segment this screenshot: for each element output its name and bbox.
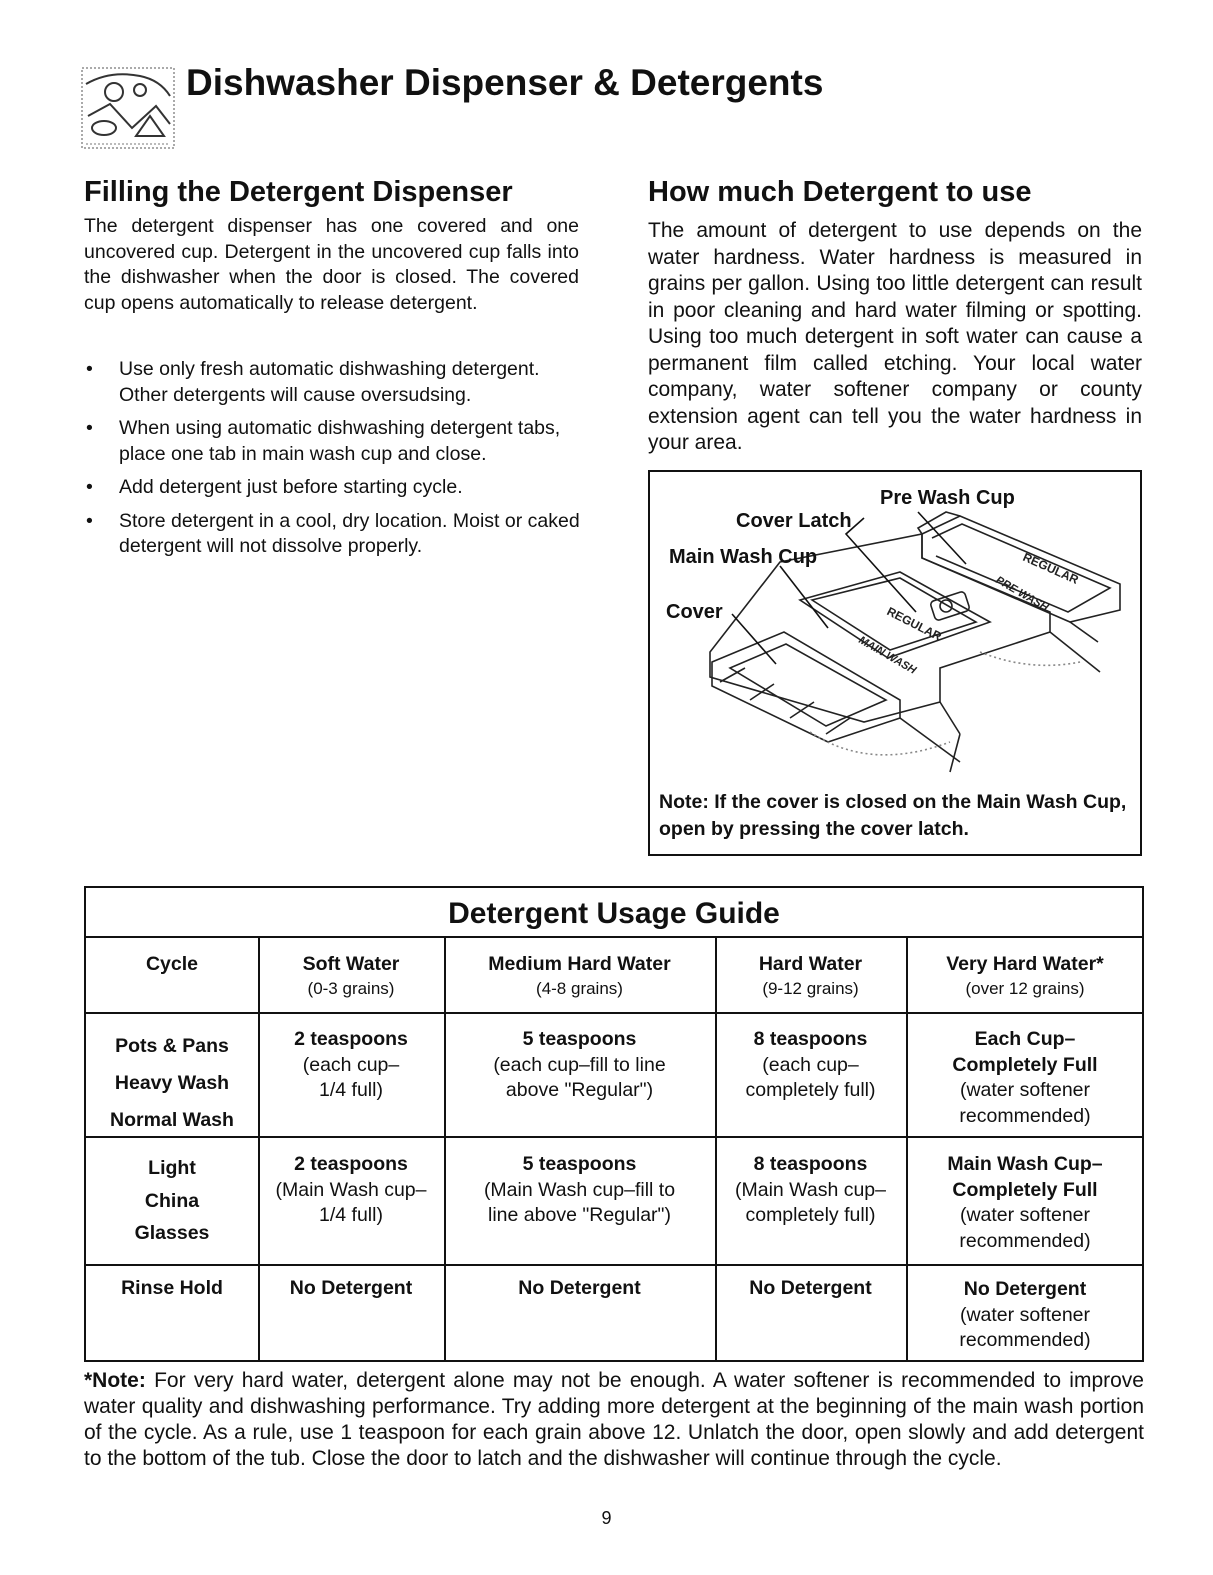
table-cell [444,1276,715,1302]
main-wash-regular-marking: REGULAR [884,604,944,644]
detergent-note: (water softener recommended) [959,1079,1091,1127]
table-cell [444,1152,715,1229]
bullet-icon: • [86,358,93,380]
row-divider [86,1264,1142,1266]
cycle-name: Glasses [134,1222,210,1244]
cover-label: Cover [666,601,723,623]
detergent-amount: No Detergent [289,1277,413,1299]
table-cell [906,1027,1144,1129]
cover-leader [732,614,776,664]
cycle-name: Heavy Wash [114,1072,230,1094]
detergent-usage-guide-table [84,886,1144,1362]
bullet-text: Add detergent just before starting cycle. [119,476,463,498]
detergent-note: (each cup– 1/4 full) [302,1053,400,1101]
bullet-text: When using automatic dishwashing detergent tabs, place one tab in main wash cup and close. [119,417,561,465]
detergent-amount: 5 teaspoons [522,1153,637,1175]
dispenser-illustration [650,472,1140,782]
footnote-text: For very hard water, detergent alone may not be enough. A water softener is recommended to improve water quality and dishwashing performance. Try adding more detergent at the beginning of the main wash portion of the cycle. As a rule, use 1 teaspoon for each grain above 12. Unlatch the door, open slowly and add detergent to the bottom of the tub. Close the door to latch and the dishwasher will continue through the cycle. [84,1369,1144,1470]
detergent-note: (each cup–fill to line above "Regular") [493,1053,666,1101]
detergent-note: (Main Wash cup– 1/4 full) [275,1178,427,1226]
column-header-very-hard-water [906,952,1144,1000]
bullet-icon: • [86,417,93,439]
table-cell [715,1276,906,1302]
detergent-amount-heading: How much Detergent to use [648,176,1032,208]
table-cell [258,1276,444,1302]
column-header-grains: (9-12 grains) [762,978,859,998]
column-header-label: Hard Water [758,953,863,975]
detergent-note: (water softener recommended) [959,1303,1091,1351]
table-row-cycle-cell [86,1028,258,1139]
column-header-label: Medium Hard Water [488,953,671,975]
detergent-amount: No Detergent [749,1277,872,1299]
table-cell [715,1027,906,1104]
table-cell [715,1152,906,1229]
table-row-cycle-cell [86,1276,258,1302]
detergent-note: (Main Wash cup–fill to line above "Regular") [483,1178,676,1226]
detergent-amount-body: The amount of detergent to use depends on the water hardness. Water hardness is measured in grains per gallon. Using too little detergent can result in poor cleaning and hard water filming or spotting. Using too much detergent in soft water can cause a permanent film called etching. Your local water company, water softener company or county extension agent can tell you the water hardness in your area. [648,219,1142,454]
detergent-note: (Main Wash cup– completely full) [734,1178,886,1226]
pre-wash-cup-label: Pre Wash Cup [880,487,1015,509]
detergent-amount: 2 teaspoons [294,1028,408,1050]
detergent-note: (each cup– completely full) [745,1053,876,1101]
table-title: Detergent Usage Guide [86,888,1142,938]
pre-wash-cup-leader [918,512,966,564]
list-item [84,416,584,467]
cycle-name: Pots & Pans [115,1035,229,1057]
bullet-icon: • [86,509,93,532]
page-number: 9 [601,1508,612,1528]
column-header-soft-water [258,952,444,1000]
cycle-name: Light [148,1157,196,1179]
table-cell [444,1027,715,1104]
cycle-name: Normal Wash [110,1109,234,1131]
diagram-note: Note: If the cover is closed on the Main Wash Cup, open by pressing the cover latch. [659,791,1127,840]
detergent-amount: Each Cup– Completely Full [952,1028,1098,1076]
table-cell [258,1027,444,1104]
main-wash-cup-label: Main Wash Cup [669,546,818,568]
dishwasher-logo-icon [80,66,176,150]
detergent-amount: 2 teaspoons [294,1153,408,1175]
main-wash-marking: MAIN WASH [856,634,919,677]
table-cell [906,1277,1144,1354]
column-header-grains: (over 12 grains) [965,978,1085,998]
column-header-cycle [86,952,258,978]
detergent-amount: 5 teaspoons [522,1028,637,1050]
column-header-label: Very Hard Water* [946,953,1104,975]
column-header-grains: (4-8 grains) [536,978,623,998]
column-header-grains: (0-3 grains) [307,978,395,998]
cover-latch-label: Cover Latch [736,510,852,532]
pre-wash-marking: PRE WASH [993,574,1051,614]
table-cell [258,1152,444,1229]
column-header-label: Soft Water [302,953,400,975]
detergent-amount: No Detergent [518,1277,641,1299]
page-title: Dishwasher Dispenser & Detergents [186,62,824,103]
filling-dispenser-heading: Filling the Detergent Dispenser [84,176,513,208]
list-item [84,509,584,560]
detergent-note: (water softener recommended) [959,1204,1091,1252]
very-hard-water-footnote [84,1368,1144,1472]
list-item [84,357,584,408]
list-item [84,475,584,501]
bullet-text: Store detergent in a cool, dry location. Moist or caked detergent will not dissolve properly. [119,509,580,557]
detergent-amount: No Detergent [963,1278,1087,1300]
bullet-text: Use only fresh automatic dishwashing detergent. Other detergents will cause oversudsing. [119,358,540,406]
cycle-name: Rinse Hold [121,1277,223,1299]
table-row-cycle-cell [86,1152,258,1250]
detergent-amount: 8 teaspoons [753,1028,868,1050]
footnote-lead: *Note: [84,1369,146,1392]
detergent-amount: Main Wash Cup– Completely Full [947,1153,1103,1201]
table-cell [906,1152,1144,1254]
column-header-label: Cycle [145,953,199,975]
detergent-amount: 8 teaspoons [753,1153,868,1175]
row-divider [86,1012,1142,1014]
filling-dispenser-intro: The detergent dispenser has one covered and one uncovered cup. Detergent in the uncovered cup falls into the dishwasher when the door is closed. The covered cup opens automatically to release detergent. [84,215,579,314]
cycle-name: China [144,1189,200,1212]
bullet-icon: • [86,476,93,498]
dispenser-diagram [648,470,1142,856]
filling-dispenser-bullet-list [84,357,584,568]
cover-latch-leader [846,518,916,612]
column-header-hard-water [715,952,906,1000]
pre-wash-regular-marking: REGULAR [1020,549,1081,587]
column-header-medium-hard-water [444,952,715,1000]
